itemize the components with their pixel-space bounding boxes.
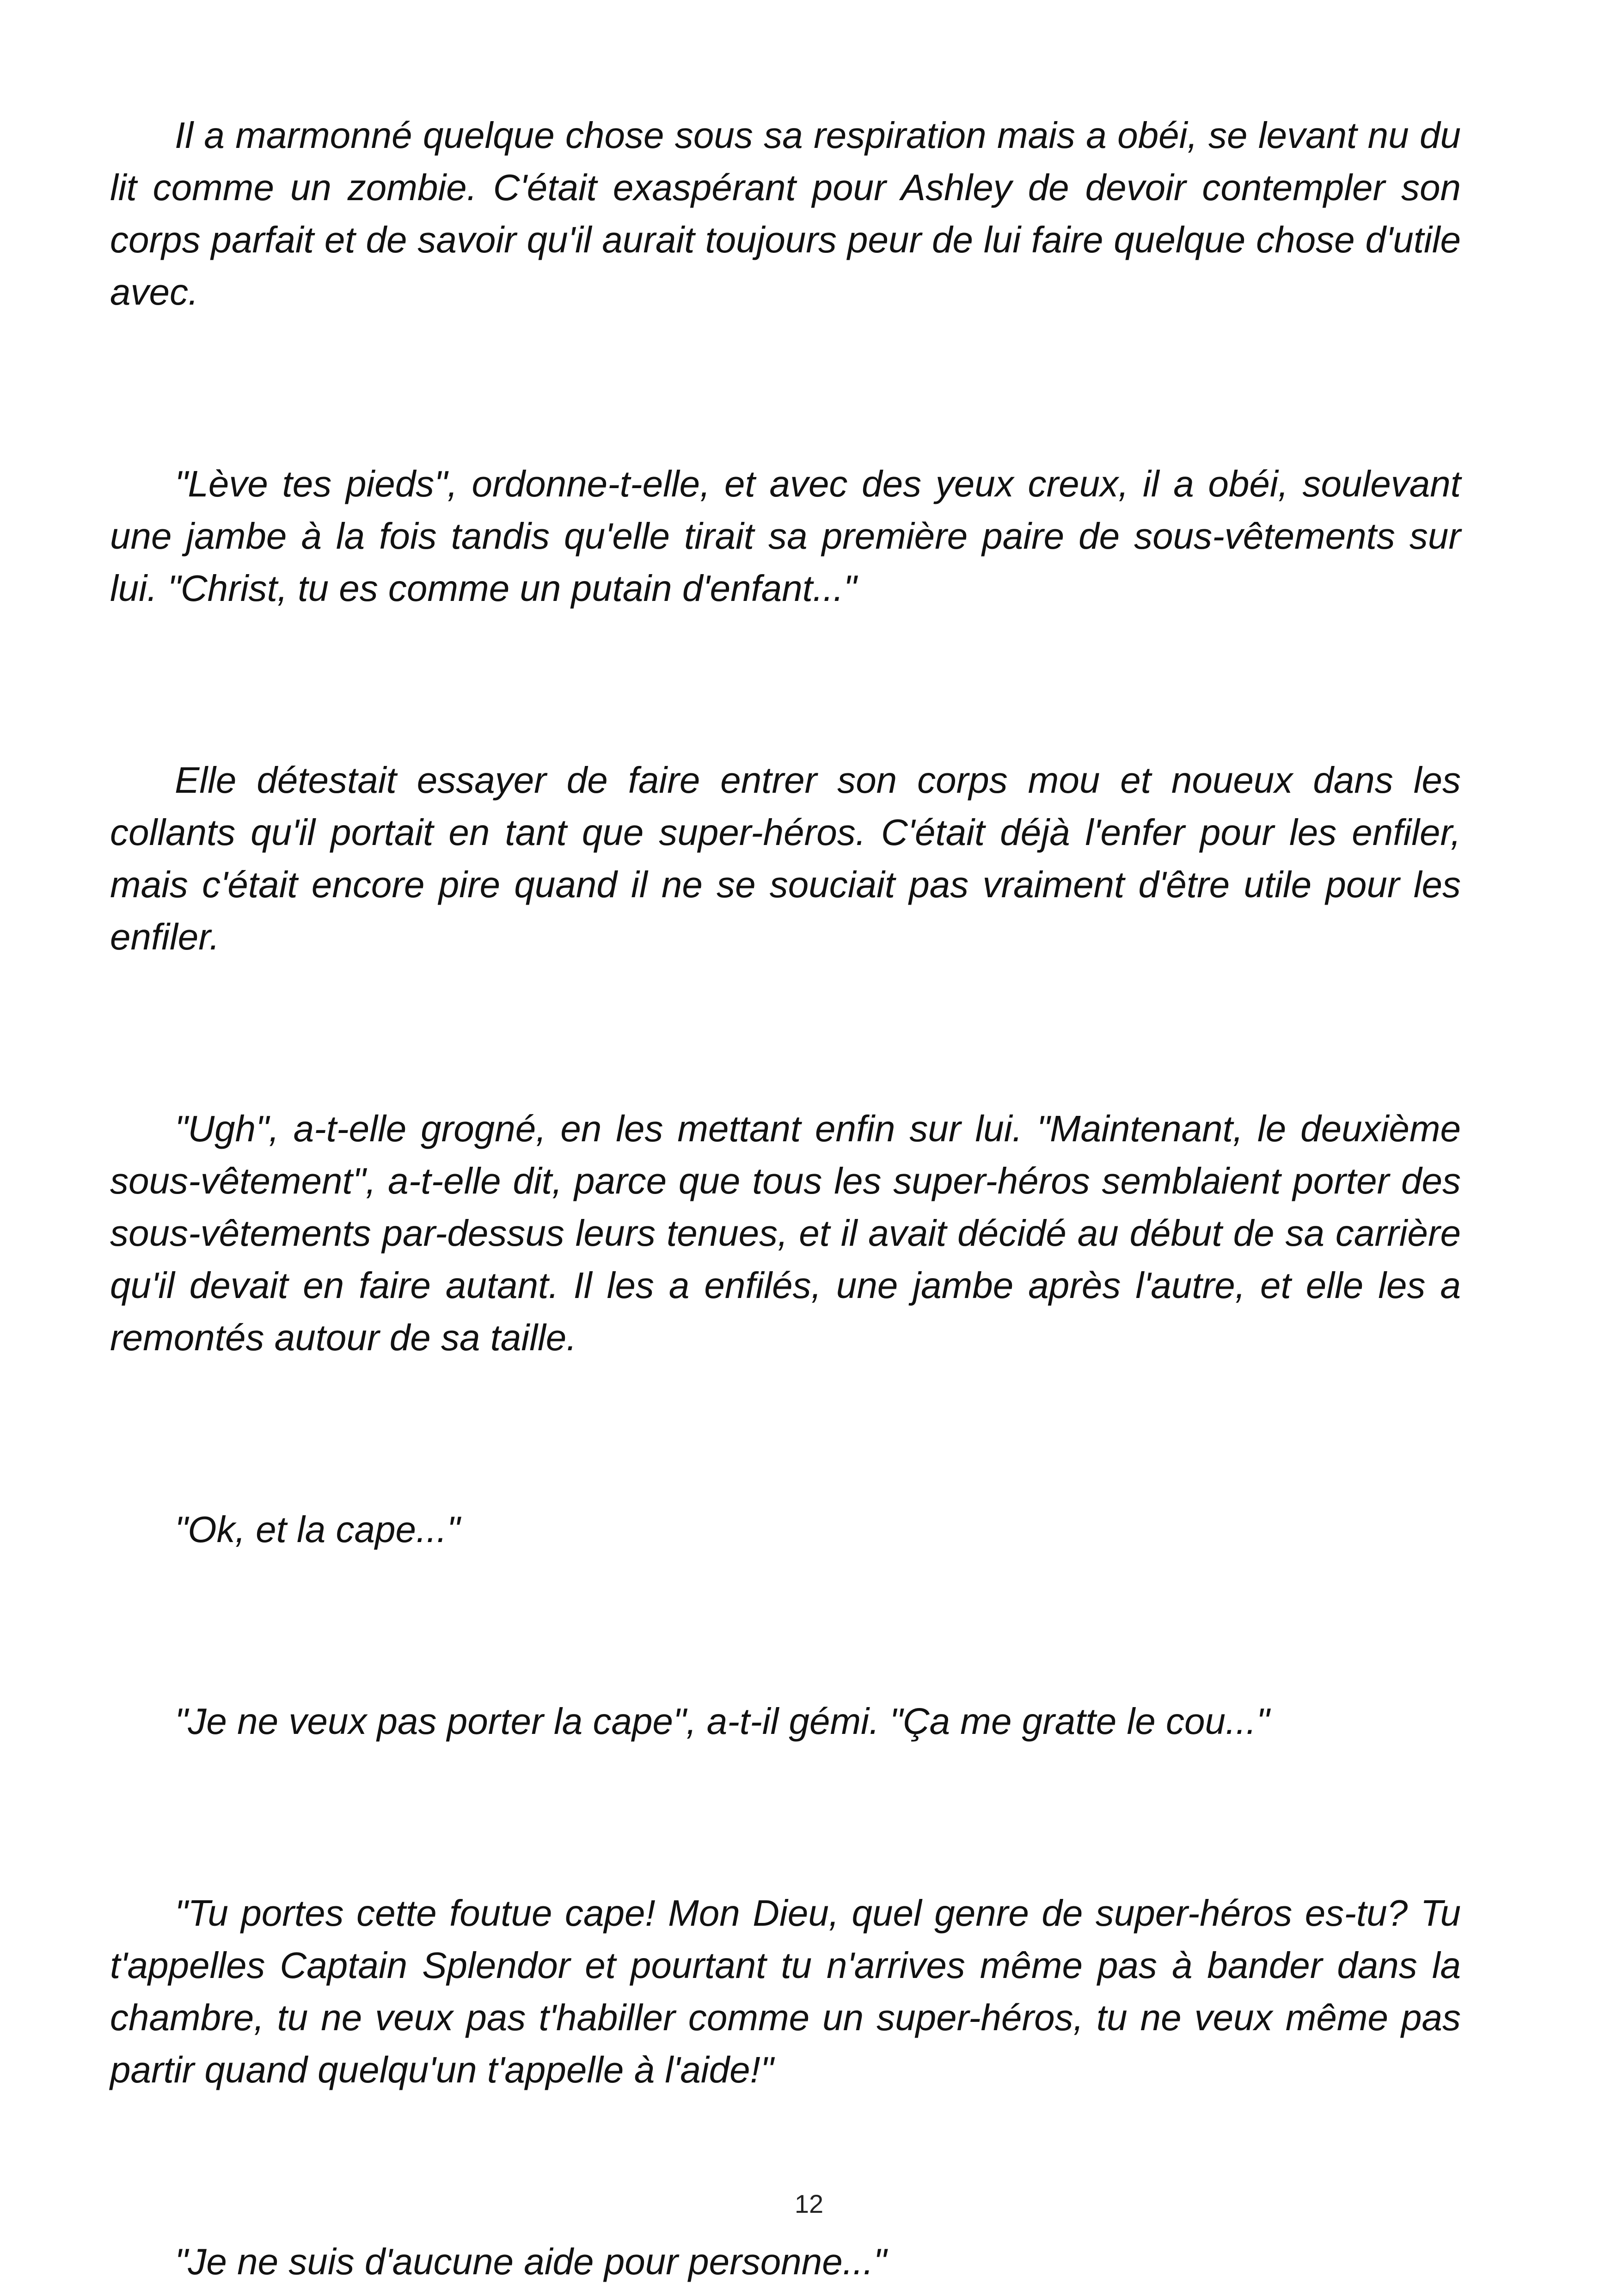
paragraph: "Je ne suis d'aucune aide pour personne...": [175, 2241, 887, 2282]
paragraph: "Ugh", a-t-elle grogné, en les mettant enfin sur lui. "Maintenant, le deuxième sous-vêtement", a-t-elle dit, parce que tous les super-héros semblaient porter des sous-vêtements par-dessus leurs tenues, et il avait décidé au début de sa carrière qu'il devait en faire autant. Il les a enfilés, une jambe après l'autre, et elle les a remontés autour de sa taille.: [110, 1108, 1461, 1358]
paragraph: "Lève tes pieds", ordonne-t-elle, et avec des yeux creux, il a obéi, soulevant une jambe à la fois tandis qu'elle tirait sa première paire de sous-vêtements sur lui. "Christ, tu es comme un putain d'enfant...": [110, 463, 1461, 609]
body-text: [110, 109, 1461, 2288]
page-number: 12: [794, 2189, 824, 2218]
paragraph: Il a marmonné quelque chose sous sa respiration mais a obéi, se levant nu du lit comme un zombie. C'était exaspérant pour Ashley de devoir contempler son corps parfait et de savoir qu'il aurait toujours peur de lui faire quelque chose d'utile avec.: [110, 115, 1461, 312]
paragraph: "Je ne veux pas porter la cape", a-t-il gémi. "Ça me gratte le cou...": [175, 1701, 1270, 1742]
paragraph: "Tu portes cette foutue cape! Mon Dieu, quel genre de super-héros es-tu? Tu t'appelles Captain Splendor et pourtant tu n'arrives même pas à bander dans la chambre, tu ne veux pas t'habiller comme un super-héros, tu ne veux même pas partir quand quelqu'un t'appelle à l'aide!": [110, 1892, 1461, 2090]
paragraph: Elle détestait essayer de faire entrer son corps mou et noueux dans les collants qu'il portait en tant que super-héros. C'était déjà l'enfer pour les enfiler, mais c'était encore pire quand il ne se souciait pas vraiment d'être utile pour les enfiler.: [110, 759, 1461, 957]
paragraph: "Ok, et la cape...": [175, 1509, 460, 1550]
